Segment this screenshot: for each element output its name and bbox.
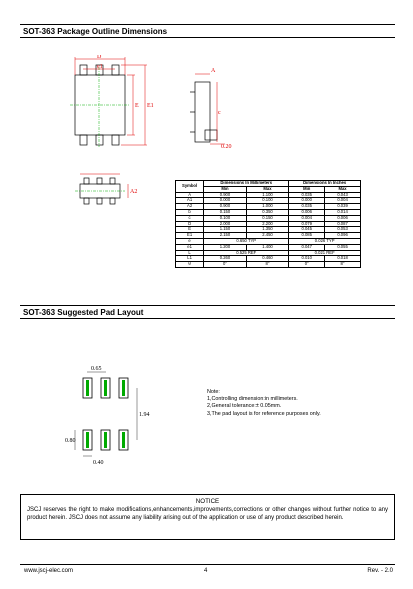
table-cell: A2 (176, 204, 204, 210)
table-cell: 0.460 (246, 256, 289, 262)
label-E1: E1 (147, 103, 154, 109)
mm-min-header: Min (204, 186, 247, 192)
table-cell: 0.900 (204, 192, 247, 198)
label-gauge: 0.20 (221, 144, 232, 150)
table-cell: 0.035 (289, 204, 325, 210)
in-max-header: Max (325, 186, 361, 192)
table-cell: 0.053 (325, 227, 361, 233)
table-cell: A1 (176, 198, 204, 204)
table-cell: 8° (325, 262, 361, 268)
notes-title: Note: (207, 389, 220, 395)
side-view-drawing (185, 62, 245, 162)
outline-section-title: SOT-363 Package Outline Dimensions (20, 24, 395, 38)
label-A: A (211, 68, 216, 74)
table-cell: 0.004 (289, 215, 325, 221)
mm-max-header: Max (246, 186, 289, 192)
table-cell: 0.035 (289, 192, 325, 198)
table-cell: 0.026 TYP (289, 238, 361, 244)
table-cell: L1 (176, 256, 204, 262)
table-cell: 0° (289, 262, 325, 268)
notice-box (20, 494, 395, 540)
notes (207, 389, 321, 418)
table-cell: 0.260 (204, 256, 247, 262)
table-cell: 0.100 (246, 198, 289, 204)
table-cell: 0.043 (325, 192, 361, 198)
table-cell: 0.004 (325, 198, 361, 204)
table-cell: 8° (246, 262, 289, 268)
table-cell: 0.087 (325, 221, 361, 227)
table-cell: 0.039 (325, 204, 361, 210)
table-cell: θ (176, 262, 204, 268)
table-cell: 0.079 (289, 221, 325, 227)
label-pad-w: 0.40 (93, 460, 104, 466)
label-pitch: 0.65 (91, 366, 102, 372)
table-cell: 0.010 (289, 256, 325, 262)
table-cell: 1.400 (246, 244, 289, 250)
table-cell: 0.096 (325, 233, 361, 239)
table-cell: 0.006 (325, 215, 361, 221)
label-c: c (218, 110, 221, 116)
table-cell: 1.200 (204, 244, 247, 250)
footer-page-number: 4 (204, 568, 208, 574)
mm-header: Dimensions In Millimeters (204, 181, 289, 187)
label-e1: e1 (97, 64, 103, 70)
table-cell: 0° (204, 262, 247, 268)
footer-divider (20, 564, 395, 565)
table-cell: A (176, 192, 204, 198)
table-cell: c (176, 215, 204, 221)
top-view-drawing (55, 55, 155, 155)
dimensions-table-body (176, 192, 361, 267)
table-cell: 0.045 (289, 227, 325, 233)
note-1: 1,Controlling dimension:in millimeters. (207, 396, 298, 403)
table-cell: 0.525 REF (204, 250, 289, 256)
notice-title: NOTICE (195, 498, 220, 505)
table-cell: 2.150 (204, 233, 247, 239)
label-pad-len: 0.80 (65, 438, 76, 444)
label-D: D (97, 55, 102, 60)
table-cell: 1.150 (204, 227, 247, 233)
table-cell: 0.900 (204, 204, 247, 210)
table-cell: D (176, 221, 204, 227)
table-cell: 0.018 (325, 256, 361, 262)
front-view-drawing (70, 172, 150, 212)
table-cell: 0.047 (289, 244, 325, 250)
footer-website[interactable]: www.jscj-elec.com (24, 568, 74, 574)
pad-section-title: SOT-363 Suggested Pad Layout (20, 305, 395, 319)
table-cell: 0.006 (289, 209, 325, 215)
table-cell: 2.200 (246, 221, 289, 227)
table-cell: 2.450 (246, 233, 289, 239)
label-E: E (135, 103, 139, 109)
in-min-header: Min (289, 186, 325, 192)
notice-body: JSCJ reserves the right to make modifications,enhancements,improvements,corrections or other changes without further notice to any product herein. JSCJ does not assume any liability arising out of the application or use of any product described herein. (27, 507, 388, 521)
table-cell: 0.000 (289, 198, 325, 204)
note-3: 3,The pad layout is for reference purposes only. (207, 410, 321, 417)
table-cell: 0.085 (289, 233, 325, 239)
table-cell: 0.350 (246, 209, 289, 215)
table-cell: 1.350 (246, 227, 289, 233)
label-A2: A2 (130, 189, 138, 195)
table-cell: 0.650 TYP (204, 238, 289, 244)
inch-header: Dimensions In Inches (289, 181, 361, 187)
table-cell: 0.021 REF (289, 250, 361, 256)
table-cell: L (176, 250, 204, 256)
table-cell: 0.000 (204, 198, 247, 204)
table-cell: 2.000 (204, 221, 247, 227)
label-height: 1.94 (139, 412, 150, 418)
table-cell: E (176, 227, 204, 233)
table-cell: e (176, 238, 204, 244)
pad-layout-drawing (65, 360, 175, 470)
table-row (176, 262, 361, 268)
table-cell: 0.100 (204, 215, 247, 221)
table-cell: 0.150 (246, 215, 289, 221)
dimensions-table (175, 180, 361, 268)
table-cell: 0.055 (325, 244, 361, 250)
table-cell: 1.100 (246, 192, 289, 198)
symbol-header: Symbol (176, 181, 204, 193)
footer-revision: Rev. - 2.0 (367, 568, 393, 574)
table-cell: E1 (176, 233, 204, 239)
table-cell: e1 (176, 244, 204, 250)
note-2: 2,General tolerance:± 0.05mm. (207, 403, 282, 410)
table-cell: 0.014 (325, 209, 361, 215)
table-cell: b (176, 209, 204, 215)
table-cell: 0.150 (204, 209, 247, 215)
table-cell: 1.000 (246, 204, 289, 210)
